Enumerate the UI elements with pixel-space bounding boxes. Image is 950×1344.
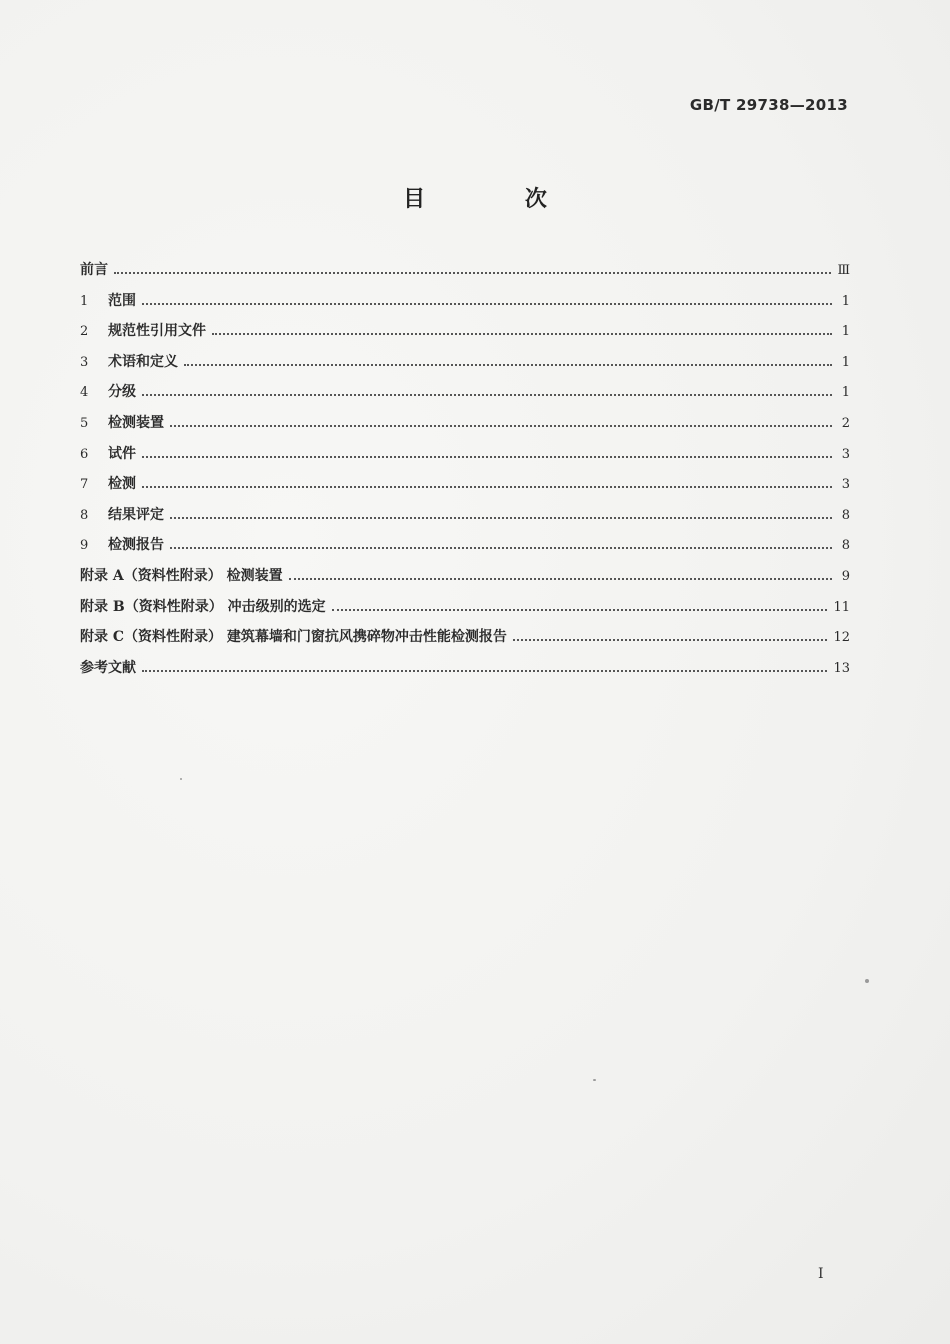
- toc-entry-number: 4: [80, 385, 89, 401]
- toc-entry-label: 范围: [108, 292, 136, 309]
- toc-entry-9[interactable]: [80, 534, 850, 565]
- toc-leader-dots: [170, 517, 832, 519]
- toc-entry-number: 8: [80, 507, 89, 523]
- toc-entry-page: 1: [841, 385, 850, 401]
- toc-entry-label: 检测: [108, 476, 136, 493]
- toc-entry-label: 检测装置: [108, 414, 164, 431]
- toc-entry-label: 附录 C（资料性附录） 建筑幕墙和门窗抗风携碎物冲击性能检测报告: [80, 629, 507, 646]
- toc-entry-page: 2: [841, 415, 850, 431]
- toc-entry-label: 结果评定: [108, 506, 164, 523]
- toc-entry-label: 参考文献: [80, 659, 136, 676]
- toc-entry-page: 8: [841, 507, 850, 523]
- toc-entry-label: 分级: [108, 384, 136, 401]
- toc-entry-label: 术语和定义: [108, 353, 178, 370]
- toc-entry-page: 13: [833, 660, 850, 676]
- toc-entry-3[interactable]: [80, 351, 850, 382]
- toc-entry-page: 1: [841, 324, 850, 340]
- page-title: 目 次: [403, 187, 593, 212]
- toc-entry-8[interactable]: [80, 504, 850, 535]
- scan-speck: [593, 1079, 596, 1081]
- toc-entry-number: 2: [80, 324, 89, 340]
- toc-entry-page: 3: [841, 446, 850, 462]
- toc-entry-label: 检测报告: [108, 537, 164, 554]
- toc-entry-label: 附录 A（资料性附录） 检测装置: [80, 567, 283, 584]
- toc-entry-4[interactable]: [80, 381, 850, 412]
- toc-leader-dots: [170, 425, 832, 427]
- toc-entry-appendix-b[interactable]: [80, 596, 850, 627]
- document-code: GB/T 29738—2013: [689, 96, 848, 114]
- toc-leader-dots: [212, 333, 832, 335]
- toc-leader-dots: [142, 303, 832, 305]
- toc-entry-5[interactable]: [80, 412, 850, 443]
- toc-entry-number: 3: [80, 354, 89, 370]
- toc-entry-page: 1: [841, 354, 850, 370]
- toc-leader-dots: [170, 547, 832, 549]
- toc-leader-dots: [184, 364, 832, 366]
- toc-leader-dots: [142, 456, 832, 458]
- toc-entry-7[interactable]: [80, 473, 850, 504]
- toc-leader-dots: [142, 670, 827, 672]
- toc-leader-dots: [142, 394, 832, 396]
- scan-speck: [180, 778, 182, 780]
- toc-leader-dots: [513, 639, 828, 641]
- toc-entry-2[interactable]: [80, 320, 850, 351]
- toc-entry-number: 7: [80, 477, 89, 493]
- toc-entry-number: 6: [80, 446, 89, 462]
- toc-leader-dots: [332, 609, 828, 611]
- toc-entry-foreword[interactable]: [80, 259, 850, 290]
- toc-entry-page: 11: [833, 599, 850, 615]
- toc-entry-bibliography[interactable]: [80, 657, 850, 688]
- toc-entry-page: 3: [841, 477, 850, 493]
- toc-leader-dots: [114, 272, 831, 274]
- toc-leader-dots: [142, 486, 832, 488]
- toc-entry-number: 1: [80, 293, 89, 309]
- toc-entry-number: 5: [80, 415, 89, 431]
- toc-entry-appendix-c[interactable]: [80, 626, 850, 657]
- toc-entry-page: 9: [841, 568, 850, 584]
- toc-entry-label: 前言: [80, 262, 108, 278]
- toc-leader-dots: [289, 578, 832, 580]
- toc-entry-appendix-a[interactable]: [80, 565, 850, 596]
- toc-entry-6[interactable]: [80, 443, 850, 474]
- toc-entry-label: 规范性引用文件: [108, 323, 206, 340]
- scan-speck: [865, 979, 869, 983]
- toc-entry-number: 9: [80, 538, 89, 554]
- toc-entry-page: 12: [833, 630, 850, 646]
- page-number: I: [818, 1266, 824, 1282]
- toc-entry-label: 附录 B（资料性附录） 冲击级别的选定: [80, 598, 326, 615]
- toc-entry-page: 8: [841, 538, 850, 554]
- toc-entry-page: 1: [841, 293, 850, 309]
- table-of-contents: [80, 259, 850, 687]
- toc-entry-label: 试件: [108, 445, 136, 462]
- toc-entry-1[interactable]: [80, 290, 850, 321]
- toc-entry-page: Ⅲ: [837, 263, 850, 278]
